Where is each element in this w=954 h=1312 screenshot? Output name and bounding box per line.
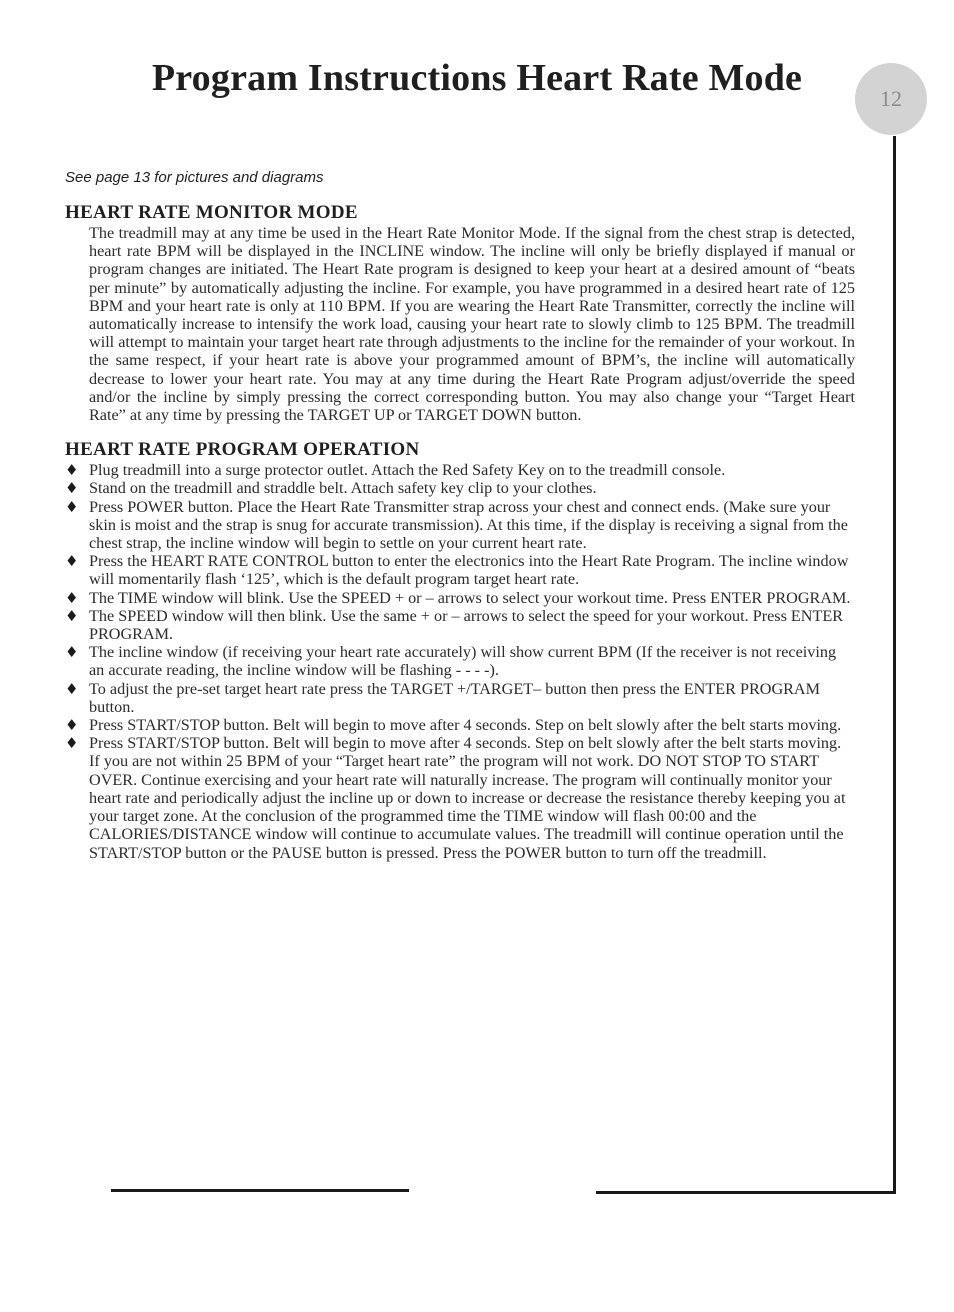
list-item: [65, 479, 855, 497]
bottom-rule-left: [111, 1189, 409, 1192]
closing-paragraph: If you are not within 25 BPM of your “Target heart rate” the program will not work. DO NOT STOP TO START OVER. Continue exercising and your heart rate will naturally increase. The program will continually monitor your heart rate and periodically adjust the incline up or down to increase or decrease the resistance thereby keeping you at your target zone. At the conclusion of the programmed time the TIME window will flash 00:00 and the CALORIES/DISTANCE window will continue to accumulate values. The treadmill will continue operation until the START/STOP button or the PAUSE button is pressed. Press the POWER button to turn off the treadmill.: [89, 752, 846, 862]
monitor-mode-paragraph: The treadmill may at any time be used in the Heart Rate Monitor Mode. If the signal from the chest strap is detected, heart rate BPM will be displayed in the INCLINE window. The incline will only be briefly displayed if manual or program changes are initiated. The Heart Rate program is designed to keep your heart at a desired amount of “beats per minute” by automatically adjusting the incline. For example, you have programmed in a desired heart rate of 125 BPM and your heart rate is only at 110 BPM. If you are wearing the Heart Rate Transmitter, correctly the incline will automatically increase to intensify the work load, causing your heart rate to slowly climb to 125 BPM. The treadmill will attempt to maintain your target heart rate through adjustments to the incline for the remainder of your workout. In the same respect, if your heart rate is above your programmed amount of BPM’s, the incline will automatically decrease to lower your heart rate. You may at any time during the Heart Rate Program adjust/override the speed and/or the incline by simply pressing the correct corresponding button. You may also change your “Target Heart Rate” at any time by pressing the TARGET UP or TARGET DOWN button.: [89, 224, 855, 425]
step-text: Press POWER button. Place the Heart Rate Transmitter strap across your chest and connect ends. (Make sure your skin is moist and the strap is snug for accurate transmission). At this time, if the display is receiving a signal from the chest strap, the incline window will begin to settle on your current heart rate.: [89, 497, 848, 553]
list-item: [65, 734, 855, 752]
list-item: [65, 552, 855, 588]
monitor-mode-heading: HEART RATE MONITOR MODE: [65, 202, 358, 223]
step-text: To adjust the pre-set target heart rate press the TARGET +/TARGET– button then press the ENTER PROGRAM button.: [89, 679, 821, 716]
diamond-bullet-icon: ♦: [65, 552, 79, 571]
list-item: [65, 643, 855, 679]
step-text: Stand on the treadmill and straddle belt. Attach safety key clip to your clothes.: [89, 479, 597, 498]
step-text: The SPEED window will then blink. Use the same + or – arrows to select the speed for your workout. Press ENTER PROGRAM.: [89, 606, 844, 644]
list-item: [65, 589, 855, 607]
list-item: [65, 716, 855, 734]
diamond-bullet-icon: ♦: [65, 497, 79, 516]
diamond-bullet-icon: ♦: [65, 606, 79, 625]
step-text: Plug treadmill into a surge protector outlet. Attach the Red Safety Key on to the treadmill console.: [89, 461, 726, 480]
diamond-bullet-icon: ♦: [65, 734, 79, 753]
main-content: [65, 202, 855, 862]
list-item: [65, 607, 855, 643]
section-gap: [65, 424, 855, 439]
step-text: The TIME window will blink. Use the SPEED + or – arrows to select your workout time. Press ENTER PROGRAM.: [89, 588, 851, 607]
page-number-badge: 12: [855, 63, 927, 135]
diamond-bullet-icon: ♦: [65, 461, 79, 480]
step-text: Press START/STOP button. Belt will begin to move after 4 seconds. Step on belt slowly after the belt starts moving.: [89, 716, 842, 735]
program-operation-heading: HEART RATE PROGRAM OPERATION: [65, 439, 420, 461]
step-text: Press the HEART RATE CONTROL button to enter the electronics into the Heart Rate Program. The incline window will momentarily flash ‘125’, which is the default program target heart rate.: [89, 552, 849, 589]
list-item: [65, 498, 855, 553]
diamond-bullet-icon: ♦: [65, 643, 79, 662]
step-text: The incline window (if receiving your heart rate accurately) will show current BPM (If the receiver is not receiving an accurate reading, the incline window will be flashing - - - -).: [89, 643, 837, 680]
step-text: Press START/STOP button. Belt will begin to move after 4 seconds. Step on belt slowly after the belt starts moving.: [89, 734, 842, 753]
see-page-note: See page 13 for pictures and diagrams: [65, 169, 324, 186]
diamond-bullet-icon: ♦: [65, 716, 79, 735]
diamond-bullet-icon: ♦: [65, 479, 79, 498]
diamond-bullet-icon: ♦: [65, 679, 79, 698]
diamond-bullet-icon: ♦: [65, 588, 79, 607]
list-item: [65, 680, 855, 716]
page-title: Program Instructions Heart Rate Mode: [151, 57, 803, 99]
program-steps-list: [65, 461, 855, 752]
bottom-rule-right: [596, 1191, 896, 1194]
right-border-rule: [893, 136, 896, 1194]
list-item: [65, 461, 855, 479]
